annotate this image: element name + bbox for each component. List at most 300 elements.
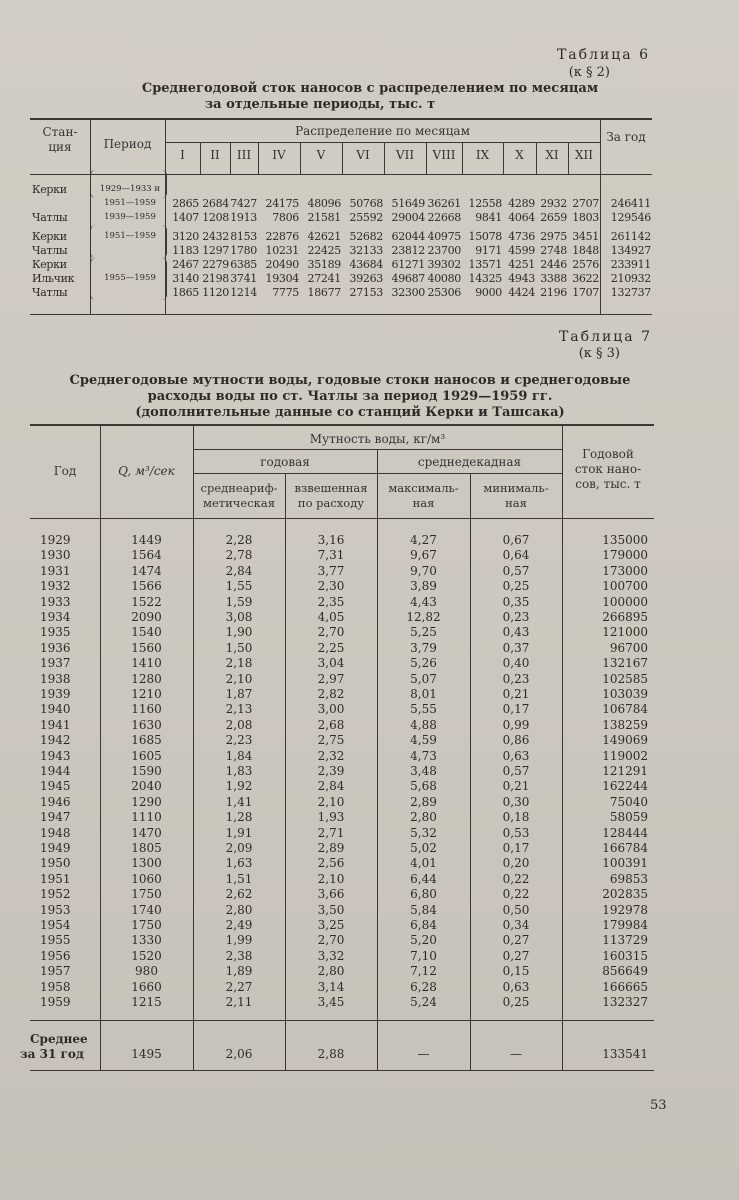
table7-cell: 0,43 bbox=[502, 625, 530, 640]
table7-cell: 9,67 bbox=[410, 548, 437, 563]
table7-cell: 0,17 bbox=[502, 841, 530, 855]
table6-cell: 12558 bbox=[468, 197, 502, 210]
table7-cell: 0,35 bbox=[502, 594, 530, 609]
table7-caption-2: расходы воды по ст. Чатлы за период 1929—1959 гг. bbox=[147, 389, 553, 404]
table7-header-max: максималь- ная bbox=[388, 481, 459, 510]
table7-cell: 0,17 bbox=[502, 702, 530, 717]
table6-cell: 4599 bbox=[508, 244, 535, 257]
table6-station: Керки bbox=[32, 230, 67, 243]
table7-caption-3: (дополнительные данные со станций Керки и Ташсака) bbox=[135, 405, 565, 420]
table7-cell: 1520 bbox=[131, 948, 162, 963]
table6-cell: 2198 bbox=[202, 272, 229, 285]
table6-cell: 1208 bbox=[202, 211, 229, 224]
table7-cell: 6,80 bbox=[410, 887, 437, 902]
table7-cell: 1,59 bbox=[225, 594, 253, 609]
table6-station: Керки bbox=[32, 258, 67, 271]
table7-cell: 2,28 bbox=[225, 533, 253, 547]
table7-cell: 2,38 bbox=[225, 948, 253, 963]
table7-cell: 1,87 bbox=[225, 687, 253, 701]
table6-cell: 210932 bbox=[610, 272, 651, 285]
table7-cell: 2040 bbox=[131, 779, 162, 794]
table7-cell: 166665 bbox=[602, 979, 648, 994]
table7-cell: 2,10 bbox=[317, 794, 345, 809]
table7-header-q: Q, м³/сек bbox=[118, 464, 175, 478]
table6-cell: 2659 bbox=[540, 211, 567, 224]
table6-station: Чатлы bbox=[32, 286, 68, 299]
table7-cell: 2,97 bbox=[317, 671, 345, 686]
table7-cell: 2,09 bbox=[225, 841, 253, 855]
table7-cell: 1,83 bbox=[225, 764, 253, 778]
table6-cell: 2707 bbox=[572, 197, 599, 210]
table7-cell: 102585 bbox=[602, 671, 648, 686]
table6-month-sep bbox=[300, 142, 301, 174]
table7-cell: 7,10 bbox=[410, 948, 437, 963]
table6-month-sep bbox=[384, 142, 385, 174]
table6-month-sep bbox=[258, 142, 259, 174]
table6-cell: 2576 bbox=[572, 258, 599, 271]
table7-cell: 0,63 bbox=[502, 979, 530, 994]
table7-cell: 2,10 bbox=[317, 871, 345, 886]
table6-cell: 129546 bbox=[610, 211, 651, 224]
table7-cell: 2,35 bbox=[317, 594, 345, 609]
table7-cell: 1955 bbox=[40, 933, 71, 948]
table7-cell: 1948 bbox=[40, 825, 71, 840]
table7-cell: 3,08 bbox=[225, 610, 253, 624]
table7-cell: 1685 bbox=[131, 733, 162, 748]
table6-top-rule bbox=[30, 118, 652, 120]
table7-cell: 138259 bbox=[602, 717, 648, 732]
table6-cell: 15078 bbox=[468, 230, 502, 243]
table7-cell: 0,25 bbox=[502, 579, 530, 594]
table7-cell: 1953 bbox=[40, 902, 71, 917]
table6-cell: 1848 bbox=[572, 244, 599, 257]
table7-cell: 1947 bbox=[40, 810, 71, 825]
table7-cell: 2,62 bbox=[225, 887, 253, 902]
table7-cell: 1,99 bbox=[225, 933, 253, 948]
table7-cell: 1,89 bbox=[225, 964, 253, 979]
table7-top-rule bbox=[30, 424, 654, 426]
table6-cell: 9841 bbox=[475, 211, 502, 224]
table7-cell: 1946 bbox=[40, 794, 71, 809]
table7-cell: 2,82 bbox=[317, 687, 345, 701]
table6-cell: 3140 bbox=[172, 272, 199, 285]
table7-cell: 1954 bbox=[40, 918, 71, 932]
table7-cell: 3,16 bbox=[317, 533, 345, 547]
table6-cell: 22425 bbox=[307, 244, 341, 257]
table7-cell: 7,31 bbox=[317, 548, 345, 563]
table7-avg-rule bbox=[30, 1020, 654, 1021]
table6-cell: 35189 bbox=[307, 258, 341, 271]
table7-cell: 2,39 bbox=[317, 764, 345, 778]
table6-cell: 7806 bbox=[272, 211, 299, 224]
table7-cell: 192978 bbox=[602, 902, 648, 917]
table7-cell: 0,25 bbox=[502, 995, 530, 1009]
table7-cell: 3,50 bbox=[317, 902, 345, 917]
table6-cell: 3388 bbox=[540, 272, 567, 285]
table7-cell: 0,40 bbox=[502, 656, 530, 671]
table6-cell: 1407 bbox=[172, 211, 199, 224]
table7-cell: 1740 bbox=[131, 902, 162, 917]
table6-cell: 27153 bbox=[349, 286, 383, 299]
table6-cell: 2446 bbox=[540, 258, 567, 271]
table7-cell: 1630 bbox=[131, 717, 162, 732]
table6-cell: 7775 bbox=[272, 286, 299, 299]
table6-label: Таблица 6 bbox=[556, 47, 650, 63]
table7-cell: 1,90 bbox=[225, 625, 253, 640]
table7-cell: 1939 bbox=[40, 687, 71, 701]
table6-period-brace bbox=[90, 225, 95, 258]
table7-cell: 4,27 bbox=[410, 533, 437, 547]
table7-cell: 1449 bbox=[131, 533, 162, 547]
table6-cell: 32133 bbox=[349, 244, 383, 257]
table7-cell: 2090 bbox=[131, 610, 162, 624]
table7-caption-1: Среднегодовые мутности воды, годовые стоки наносов и среднегодовые bbox=[69, 373, 631, 388]
table6-cell: 233911 bbox=[610, 258, 651, 271]
page-number: 53 bbox=[650, 1098, 667, 1113]
table7-cell: 119002 bbox=[602, 748, 648, 763]
table6-station: Чатлы bbox=[32, 211, 68, 224]
table6-period-brace bbox=[162, 258, 167, 300]
table7-cell: 3,25 bbox=[317, 918, 345, 932]
table6-period-brace bbox=[162, 225, 167, 258]
table6-cell: 1707 bbox=[572, 286, 599, 299]
table6-cell: 27241 bbox=[307, 272, 341, 285]
table7-cell: 7,12 bbox=[410, 964, 437, 979]
table6-cell: 132737 bbox=[610, 286, 651, 299]
table7-cell: 3,04 bbox=[317, 656, 345, 671]
table6-cell: 2196 bbox=[540, 286, 567, 299]
table6-month-sep bbox=[462, 142, 463, 174]
table6-cell: 2865 bbox=[172, 197, 199, 210]
table7-cell: 1564 bbox=[131, 548, 162, 563]
table7-cell: 121291 bbox=[602, 764, 648, 778]
table6-cell: 51649 bbox=[391, 197, 425, 210]
table7-cell: 1930 bbox=[40, 548, 71, 563]
table6-station: Ильчик bbox=[32, 272, 75, 285]
table6-cell: 6385 bbox=[230, 258, 257, 271]
table7-cell: 5,07 bbox=[410, 671, 437, 686]
table7-cell: 1540 bbox=[131, 625, 162, 640]
table7-cell: 1,84 bbox=[225, 748, 253, 763]
table7-cell: 100700 bbox=[602, 579, 648, 594]
table7-cell: 3,00 bbox=[317, 702, 345, 717]
table6-period: 1951—1959 bbox=[104, 231, 156, 241]
table6-period: 1951—1959 bbox=[104, 198, 156, 208]
table7-cell: 96700 bbox=[609, 640, 648, 655]
table6-cell: 4943 bbox=[508, 272, 535, 285]
table7-cell: 0,57 bbox=[502, 563, 530, 578]
table7-cell: 5,84 bbox=[410, 902, 437, 917]
table7-cell: 1959 bbox=[40, 995, 71, 1009]
table7-cell: 166784 bbox=[602, 841, 648, 855]
table7-header-annual: годовая bbox=[260, 455, 310, 469]
table6-period: 1939—1959 bbox=[104, 212, 156, 222]
table7-cell: 2,27 bbox=[225, 979, 253, 994]
table7-cell: 132327 bbox=[602, 995, 648, 1009]
table7-cell: 1566 bbox=[131, 579, 162, 594]
table6-cell: 4424 bbox=[508, 286, 535, 299]
table7-cell: 1280 bbox=[131, 671, 162, 686]
table7-cell: 6,44 bbox=[410, 871, 437, 886]
table7-cell: 1290 bbox=[131, 794, 162, 809]
table7-cell: 2,70 bbox=[317, 933, 345, 948]
table6-cell: 29004 bbox=[391, 211, 425, 224]
table7-cell: 1943 bbox=[40, 748, 71, 763]
table7-cell: 1605 bbox=[131, 748, 162, 763]
table7-cell: 5,26 bbox=[410, 656, 437, 671]
table7-cell: 1750 bbox=[131, 918, 162, 932]
table6-month-header: II bbox=[210, 148, 220, 162]
table6-cell: 32300 bbox=[391, 286, 425, 299]
table6-header-rule bbox=[30, 174, 652, 175]
table7-cell: 2,80 bbox=[410, 810, 437, 825]
table6-cell: 49687 bbox=[391, 272, 425, 285]
table7-cell: 2,08 bbox=[225, 717, 253, 732]
table7-cell: 4,01 bbox=[410, 856, 437, 871]
table7-cell: 160315 bbox=[602, 948, 648, 963]
table7-cell: 113729 bbox=[602, 933, 648, 948]
table6-cell: 61271 bbox=[391, 258, 425, 271]
table7-cell: 1952 bbox=[40, 887, 71, 902]
table7-cell: 1,91 bbox=[225, 825, 253, 840]
table7-cell: 128444 bbox=[602, 825, 648, 840]
table6-cell: 4736 bbox=[508, 230, 535, 243]
table6-header-distribution: Распределение по месяцам bbox=[295, 124, 470, 138]
table6-cell: 2432 bbox=[202, 230, 229, 243]
table7-cell: 1950 bbox=[40, 856, 71, 871]
table7-cell: 1470 bbox=[131, 825, 162, 840]
table7-cell: 0,30 bbox=[502, 794, 530, 809]
table7-cell: 4,43 bbox=[410, 594, 437, 609]
table6-cell: 2932 bbox=[540, 197, 567, 210]
table6-cell: 3120 bbox=[172, 230, 199, 243]
table6-cell: 39263 bbox=[349, 272, 383, 285]
table7-cell: 1956 bbox=[40, 948, 71, 963]
table7-cell: 5,68 bbox=[410, 779, 437, 794]
table7-cell: 3,66 bbox=[317, 887, 345, 902]
table7-avg-cell: 2,06 bbox=[225, 1047, 253, 1061]
table6-cell: 1297 bbox=[202, 244, 229, 257]
table7-header-min: минималь- ная bbox=[483, 481, 549, 510]
table7-cell: 1522 bbox=[131, 594, 162, 609]
table7-cell: 1060 bbox=[131, 871, 162, 886]
table6-cell: 4289 bbox=[508, 197, 535, 210]
table6-cell: 2279 bbox=[202, 258, 229, 271]
table7-cell: 1210 bbox=[131, 687, 162, 701]
table7-cell: 2,25 bbox=[317, 640, 345, 655]
table7-header-year: Год bbox=[53, 464, 77, 478]
table7-avg-cell: 133541 bbox=[602, 1047, 648, 1061]
table7-cell: 1958 bbox=[40, 979, 71, 994]
table6-cell: 23812 bbox=[391, 244, 425, 257]
table7-cell: 5,25 bbox=[410, 625, 437, 640]
table7-cell: 9,70 bbox=[410, 563, 437, 578]
table7-cell: 1805 bbox=[131, 841, 162, 855]
table6-month-header: X bbox=[515, 148, 524, 162]
table7-cell: 132167 bbox=[602, 656, 648, 671]
table6-month-header: III bbox=[236, 148, 252, 162]
table7-cell: 2,11 bbox=[225, 995, 253, 1009]
table6-month-sep bbox=[536, 142, 537, 174]
table7-cell: 179000 bbox=[602, 548, 648, 563]
table6-cell: 3622 bbox=[572, 272, 599, 285]
table7-cell: 1949 bbox=[40, 841, 71, 855]
table6-month-sep bbox=[200, 142, 201, 174]
table6-cell: 21581 bbox=[307, 211, 341, 224]
table6-cell: 40975 bbox=[427, 230, 461, 243]
table7-cell: 1,28 bbox=[225, 810, 253, 825]
table7-cell: 266895 bbox=[602, 610, 648, 624]
table7-cell: 2,80 bbox=[225, 902, 253, 917]
table7-cell: 0,64 bbox=[502, 548, 530, 563]
table6-cell: 1120 bbox=[202, 286, 229, 299]
table6-month-header: VII bbox=[395, 148, 415, 162]
table7-cell: 5,02 bbox=[410, 841, 437, 855]
table6-month-sep bbox=[568, 142, 569, 174]
table6-month-sep bbox=[426, 142, 427, 174]
table7-cell: 0,21 bbox=[502, 687, 530, 701]
table6-cell: 43684 bbox=[349, 258, 383, 271]
table7-cell: 12,82 bbox=[406, 610, 441, 624]
table7-cell: 0,67 bbox=[502, 533, 530, 547]
table7-cell: 0,63 bbox=[502, 748, 530, 763]
table7-cell: 1750 bbox=[131, 887, 162, 902]
table7-avg-cell: — bbox=[417, 1047, 430, 1061]
table7-cell: 1590 bbox=[131, 764, 162, 778]
table7-cell: 2,75 bbox=[317, 733, 345, 748]
table7-cell: 5,32 bbox=[410, 825, 437, 840]
table6-month-header: IV bbox=[272, 148, 286, 162]
table6-cell: 2748 bbox=[540, 244, 567, 257]
table6-cell: 24175 bbox=[265, 197, 299, 210]
table7-header-rule bbox=[30, 518, 654, 519]
table7-cell: 75040 bbox=[609, 794, 648, 809]
table7-cell: 5,55 bbox=[410, 702, 437, 717]
table6-cell: 40080 bbox=[427, 272, 461, 285]
table7-cell: 1944 bbox=[40, 764, 71, 778]
table6-header-period: Период bbox=[103, 137, 152, 151]
table7-cell: 980 bbox=[135, 964, 158, 979]
table7-cell: 0,18 bbox=[502, 810, 530, 825]
table7-cell: 0,20 bbox=[502, 856, 530, 871]
table6-cell: 25306 bbox=[427, 286, 461, 299]
table6-month-header: I bbox=[180, 148, 185, 162]
table6-cell: 2975 bbox=[540, 230, 567, 243]
table6-cell: 1913 bbox=[230, 211, 257, 224]
table6-month-header: IX bbox=[475, 148, 490, 162]
table6-period: 1955—1959 bbox=[104, 273, 156, 283]
table6-month-sep bbox=[503, 142, 504, 174]
table6-cell: 22876 bbox=[265, 230, 299, 243]
table7-cell: 2,10 bbox=[225, 671, 253, 686]
table6-cell: 246411 bbox=[610, 197, 651, 210]
table7-cell: 0,57 bbox=[502, 764, 530, 778]
table7-cell: 1110 bbox=[131, 810, 162, 825]
table7-cell: 0,22 bbox=[502, 887, 530, 902]
table7-cell: 0,86 bbox=[502, 733, 530, 748]
table7-cell: 2,68 bbox=[317, 717, 345, 732]
table7-cell: 2,78 bbox=[225, 548, 253, 563]
table7-cell: 135000 bbox=[602, 533, 648, 547]
table6-month-header: XII bbox=[574, 148, 594, 162]
table7-cell: 179984 bbox=[602, 918, 648, 932]
table7-cell: 149069 bbox=[602, 733, 648, 748]
table7-cell: 0,99 bbox=[502, 717, 530, 732]
table7-cell: 0,50 bbox=[502, 902, 530, 917]
table7-cell: 2,84 bbox=[225, 563, 253, 578]
table7-cell: 3,32 bbox=[317, 948, 345, 963]
table7-cell: 1932 bbox=[40, 579, 71, 594]
table7-cell: 0,27 bbox=[502, 933, 530, 948]
table7-cell: 2,84 bbox=[317, 779, 345, 794]
table7-cell: 1330 bbox=[131, 933, 162, 948]
table7-cell: 1,41 bbox=[225, 794, 253, 809]
table7-cell: 4,59 bbox=[410, 733, 437, 748]
table6-cell: 25592 bbox=[349, 211, 383, 224]
table7-cell: 2,80 bbox=[317, 964, 345, 979]
table7-header-turbidity: Мутность воды, кг/м³ bbox=[309, 432, 446, 446]
table6-cell: 52682 bbox=[349, 230, 383, 243]
table7-ref: (к § 3) bbox=[578, 346, 620, 361]
table6-station: Чатлы bbox=[32, 244, 68, 257]
table6-cell: 1865 bbox=[172, 286, 199, 299]
table6-cell: 261142 bbox=[610, 230, 651, 243]
table7-cell: 1936 bbox=[40, 640, 71, 655]
table7-cell: 1941 bbox=[40, 717, 71, 732]
table6-period: 1929—1933 и bbox=[99, 184, 161, 194]
table6-cell: 1183 bbox=[172, 244, 199, 257]
table7-cell: 1933 bbox=[40, 594, 71, 609]
table7-cell: 4,05 bbox=[317, 610, 345, 624]
table6-cell: 22668 bbox=[427, 211, 461, 224]
table7-cell: 2,18 bbox=[225, 656, 253, 671]
table6-cell: 42621 bbox=[307, 230, 341, 243]
table7-cell: 5,20 bbox=[410, 933, 437, 948]
table7-cell: 1,92 bbox=[225, 779, 253, 794]
table7-bottom-rule bbox=[30, 1070, 654, 1071]
table6-period-brace bbox=[90, 258, 95, 300]
table6-ref: (к § 2) bbox=[568, 65, 610, 80]
table7-cell: 2,23 bbox=[225, 733, 253, 748]
table6-cell: 36261 bbox=[427, 197, 461, 210]
table6-caption-2: за отдельные периоды, тыс. т bbox=[204, 97, 436, 112]
table7-cell: 3,89 bbox=[410, 579, 437, 594]
table6-month-sep bbox=[342, 142, 343, 174]
table7-cell: 0,22 bbox=[502, 871, 530, 886]
table6-cell: 4064 bbox=[508, 211, 535, 224]
table7-cell: 2,32 bbox=[317, 748, 345, 763]
table7-cell: 2,13 bbox=[225, 702, 253, 717]
table6-cell: 3451 bbox=[572, 230, 599, 243]
table7-cell: 0,15 bbox=[502, 964, 530, 979]
table7-cell: 1,63 bbox=[225, 856, 253, 871]
table6-cell: 39302 bbox=[427, 258, 461, 271]
table7-cell: 5,24 bbox=[410, 995, 437, 1009]
table7-cell: 0,23 bbox=[502, 610, 530, 624]
table6-cell: 4251 bbox=[508, 258, 535, 271]
table6-caption-1: Среднегодовой сток наносов с распределением по месяцам bbox=[141, 81, 599, 96]
table7-cell: 1160 bbox=[131, 702, 162, 717]
table7-header-weighted: взвешенная по расходу bbox=[294, 481, 368, 510]
table6-cell: 2467 bbox=[172, 258, 199, 271]
table7-cell: 1940 bbox=[40, 702, 71, 717]
table7-avg-label-2: за 31 год bbox=[20, 1047, 84, 1061]
table6-header-year: За год bbox=[606, 130, 646, 144]
table6-cell: 1803 bbox=[572, 211, 599, 224]
table7-cell: 2,71 bbox=[317, 825, 345, 840]
table6-station: Керки bbox=[32, 183, 67, 196]
table7-cell: 2,49 bbox=[225, 918, 253, 932]
